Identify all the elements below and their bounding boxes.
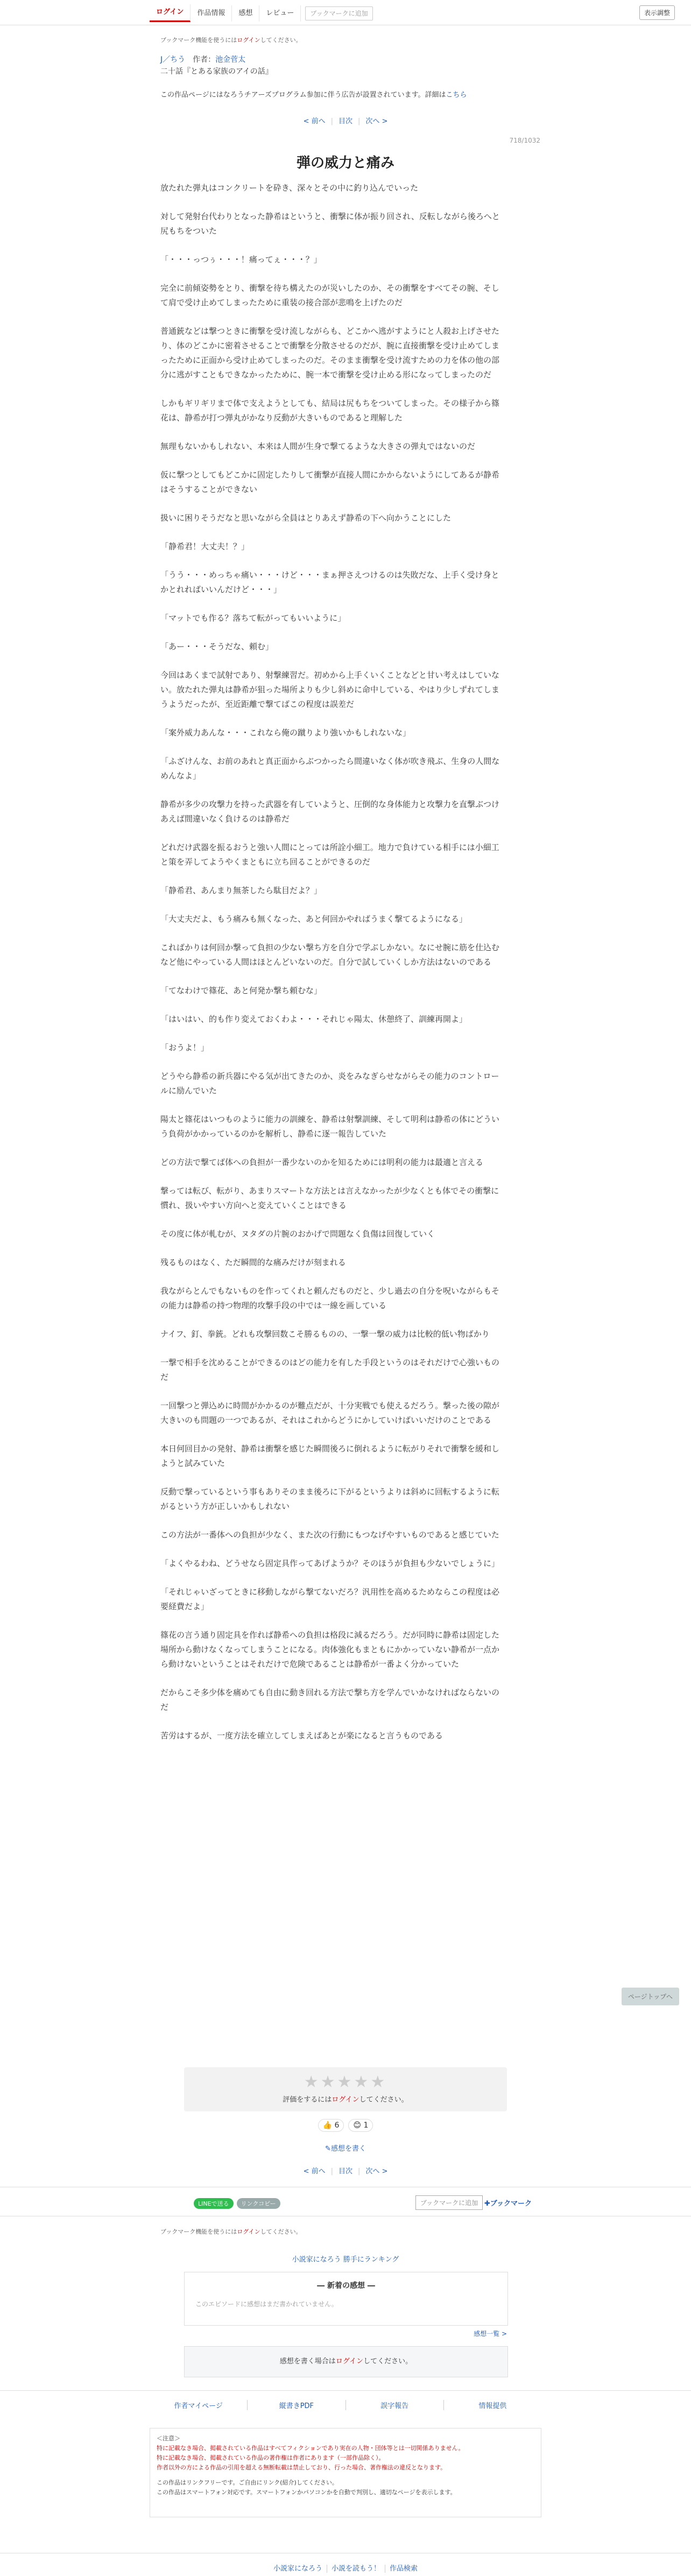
body-paragraph: 「静希君！大丈夫！？」	[160, 542, 250, 551]
episode-title: 弾の威力と痛み	[296, 155, 394, 171]
typo-report-link[interactable]: 誤字報告	[346, 2400, 444, 2410]
bookmark-add-bottom-button[interactable]: ブックマークに追加	[415, 2195, 483, 2210]
login-prompt-text: 感想を書く場合は	[279, 2357, 336, 2366]
body-paragraph: 「マットでも作る？落ちて転がってもいいように」	[160, 613, 346, 623]
body-paragraph: 「おうよ！」	[160, 1043, 209, 1052]
impression-login-link[interactable]: ログイン	[335, 2357, 364, 2366]
impression-list-link[interactable]: 感想一覧 >	[474, 2330, 507, 2338]
rating-text-after: してください。	[359, 2096, 408, 2104]
divider	[0, 2390, 691, 2391]
author-mypage-link[interactable]: 作者マイページ	[150, 2400, 248, 2410]
ranking-link[interactable]: 小説家になろう 勝手にランキング	[292, 2256, 399, 2264]
footer-links	[150, 2400, 541, 2410]
body-paragraph: 我ながらとんでもないものを作ってくれと頼んだものだと、少し過去の自分を呪いながらもその能力は静希の持つ物理的攻撃手段の中では一線を画している	[160, 1286, 500, 1310]
body-paragraph: 残るものはなく、ただ瞬間的な痛みだけが刻まれる	[160, 1258, 346, 1267]
body-paragraph: 放たれた弾丸はコンクリートを砕き、深々とその中に釣り込んでいった	[160, 183, 419, 193]
top-nav	[150, 4, 373, 22]
body-paragraph: 「よくやるわね、どうせなら固定具作ってあげようか？そのほうが負担も少ないでしょうに」	[160, 1559, 500, 1568]
bottom-nav	[0, 2563, 691, 2573]
body-paragraph: 「はいはい、的も作り変えておくわよ・・・それじゃ陽太、休憩終了、訓練再開よ」	[160, 1014, 468, 1024]
star-icon[interactable]: ★	[304, 2073, 321, 2091]
caution-line: この作品はリンクフリーです。ご自由にリンク(紹介)してください。	[157, 2479, 338, 2486]
narou-link[interactable]: 小説家になろう	[269, 2565, 327, 2573]
body-paragraph: 扱いに困りそうだなと思いながら全員はとりあえず静希の下へ向かうことにした	[160, 513, 452, 523]
impressions-tab[interactable]: 感想	[232, 5, 259, 22]
body-paragraph: 「静希君、あんまり無茶したら駄目だよ？」	[160, 886, 322, 895]
body-paragraph: どれだけ武器を振るおうと強い人間にとっては所詮小細工。地力で負けている相手には小細工と策を弄してようやくまともに立ち回ることができるのだ	[160, 843, 499, 867]
top-bar	[0, 0, 691, 25]
body-paragraph: 無理もないかもしれない、本来は人間が生身で撃てるような大きさの弾丸ではないのだ	[160, 441, 476, 451]
rating-login-link[interactable]: ログイン	[332, 2096, 359, 2104]
star-icon[interactable]: ★	[320, 2073, 337, 2091]
star-icon[interactable]: ★	[370, 2073, 387, 2091]
body-paragraph: 本日何回目かの発射、静希は衝撃を感じた瞬間後ろに倒れるように転がりそれで衝撃を緩和しようと試みていた	[160, 1444, 500, 1468]
caution-box	[150, 2428, 541, 2517]
new-impressions-empty: このエピソードに感想はまだ書かれていません。	[195, 2300, 338, 2308]
body-paragraph: 仮に撃つとしてもどこかに固定したりして衝撃が直接人間にかからないようにしてあるが静希はそうすることができない	[160, 470, 500, 494]
body-paragraph: 篠花の言う通り固定具を作れば静希への負担は格段に減るだろう。だが同時に静希は固定した場所から動けなくなってしまうことになる。肉体強化もまともにかかっていない静希が一点から動けないということはそれだけで危険であることは静希が一番よく分かっていた	[160, 1630, 500, 1669]
yomou-link[interactable]: 小説を読もう！	[327, 2565, 385, 2573]
star-icon[interactable]: ★	[337, 2073, 354, 2091]
new-impressions-box	[184, 2272, 508, 2326]
body-paragraph: 「てなわけで篠花、あと何発か撃ち頼むな」	[160, 986, 322, 995]
prev-link[interactable]: < 前へ	[303, 2167, 326, 2175]
author-label: 作者：	[193, 55, 216, 64]
display-settings-button[interactable]: 表示調整	[639, 5, 675, 20]
work-info-tab[interactable]: 作品情報	[191, 5, 232, 22]
like-reaction[interactable]: 👍 6	[318, 2119, 344, 2132]
caution-line: この作品はスマートフォン対応です。スマートフォンかパソコンかを自動で判別し、適切なページを表示します。	[157, 2489, 456, 2496]
ad-notice	[160, 89, 467, 99]
vertical-pdf-link[interactable]: 縦書きPDF	[248, 2400, 346, 2410]
rating-box	[184, 2067, 507, 2111]
notice-text-after: してください。	[260, 37, 302, 44]
body-paragraph: 「大丈夫だよ、もう痛みも無くなった、あと何回かやればうまく撃てるようになる」	[160, 914, 468, 924]
info-provide-link[interactable]: 情報提供	[478, 2402, 507, 2410]
caution-heading: ＜注意＞	[157, 2435, 180, 2442]
body-paragraph: 「あー・・・そうだな、頼む」	[160, 642, 274, 651]
impression-login-box	[184, 2346, 508, 2377]
review-tab[interactable]: レビュー	[259, 5, 301, 22]
caution-line: 特に記載なき場合、掲載されている作品の著作権は作者にあります（一部作品除く）。	[157, 2454, 385, 2461]
login-tab[interactable]: ログイン	[150, 4, 191, 22]
ad-details-link[interactable]: こちら	[446, 91, 467, 99]
body-paragraph: その度に体が軋むが、ヌタダの片腕のおかげで問題なく負傷は回復していく	[160, 1229, 435, 1239]
body-paragraph: 撃っては転び、転がり、あまりスマートな方法とは言えなかったが少なくとも体でその衝撃に慣れ、扱いやすい方向へと変えていくことはできる	[160, 1186, 499, 1210]
author-link[interactable]: 池金菅太	[215, 55, 246, 64]
body-paragraph: 今回はあくまで試射であり、射撃練習だ。初めから上手くいくことなどと甘い考えはしていない。放たれた弾丸は静希が狙った場所よりも少し斜めに命中している、やはり少しずれてしまうようだったが、至近距離で撃てばこの程度は誤差だ	[160, 670, 500, 709]
page-top-button[interactable]: ページトップへ	[622, 1988, 679, 2005]
notice-text: ブックマーク機能を使うには	[160, 37, 237, 44]
body-paragraph: この方法が一番体への負担が少なく、また次の行動にもつなげやすいものであると感じていた	[160, 1530, 499, 1540]
body-paragraph: 「ふざけんな、お前のあれと真正面からぶつかったら間違いなく体が吹き飛ぶ、生身の人間なめんなよ」	[160, 756, 500, 781]
body-paragraph: 「うう・・・めっちゃ痛い・・・けど・・・まぁ押さえつけるのは失敗だな、上手く受け身とかとれればいいんだけど・・・」	[160, 570, 499, 594]
line-share-button[interactable]: LINEで送る	[194, 2198, 234, 2209]
bookmark-login-notice-bottom	[160, 2227, 302, 2236]
body-paragraph: こればかりは何回か撃って負担の少ない撃ち方を自分で学ぶしかない。なにせ腕に筋を仕込むなど他にやっている人間はほとんどいないのだ。自分で試していくしか方法はないのである	[160, 943, 500, 967]
chapter-title: 二十話『とある家族のアイの話』	[160, 67, 273, 76]
star-rating[interactable]	[184, 2073, 507, 2091]
body-paragraph: 「案外威力あんな・・・これなら俺の蹴りより強いかもしれないな」	[160, 728, 411, 738]
body-paragraph: 対して発射台代わりとなった静希はというと、衝撃に体が振り回され、反転しながら後ろへと尻もちをついた	[160, 212, 500, 236]
caution-line: 特に記載なき場合、掲載されている作品はすべてフィクションであり実在の人物・団体等とは一切関係ありません。	[157, 2445, 464, 2452]
login-link[interactable]: ログイン	[237, 2228, 260, 2235]
next-link[interactable]: 次へ >	[365, 117, 388, 125]
pager-top: < 前へ | 目次 | 次へ >	[0, 115, 691, 125]
caution-line: 作者以外の方による作品の引用を超える無断転載は禁止しており、行った場合、著作権法の違反となります。	[157, 2464, 447, 2471]
bookmark-login-notice	[160, 36, 302, 44]
body-paragraph: 反動で撃っているという事もありそのまま後ろに下がるというよりは斜めに回転するように転がるという方が正しいかもしれない	[160, 1487, 500, 1511]
toc-link[interactable]: 目次	[338, 2167, 352, 2175]
body-paragraph: 「それじゃいざってときに移動しながら撃てないだろ？汎用性を高めるためならこの程度は必要経費だよ」	[160, 1587, 500, 1611]
body-paragraph: だからこそ多少体を痛めても自由に動き回れる方法で撃ち方を学んでいかなければならないのだ	[160, 1688, 500, 1712]
body-paragraph: 静希が多少の攻撃力を持った武器を有していようと、圧倒的な身体能力と攻撃力を直撃ぶつけあえば間違いなく負けるのは静希だ	[160, 799, 500, 824]
body-paragraph: 陽太と篠花はいつものように能力の訓練を、静希は射撃訓練、そして明利は静希の体にどういう負荷がかかっているのかを解析し、静希に逐一報告していた	[160, 1114, 500, 1139]
copy-link-button[interactable]: リンクコピー	[237, 2198, 280, 2209]
new-impressions-heading: ― 新着の感想 ―	[317, 2282, 375, 2290]
body-paragraph: 一撃で相手を沈めることができるのはどの能力を有した手段というのはそれだけで心強いものだ	[160, 1358, 500, 1382]
login-prompt-text-after: してください。	[363, 2357, 413, 2366]
page-number: 718/1032	[509, 137, 540, 144]
series-title[interactable]: J／ちう	[160, 55, 186, 64]
body-paragraph: どうやら静希の新兵器にやる気が出てきたのか、炎をみなぎらせながらその能力のコントロールに励んでいた	[160, 1071, 499, 1096]
body-paragraph: 一回撃つと弾込めに時間がかかるのが難点だが、十分実戦でも使えるだろう。撃った後の隙が大きいのも問題の一つであるが、それはこれからどうにかしていけばいいだけのことである	[160, 1401, 500, 1425]
body-paragraph: しかもギリギリまで体で支えようとしても、結局は尻もちをついてしまった。その様子から篠花は、静希が打つ弾丸がかなり反動が大きいものであると理解した	[160, 398, 500, 423]
bookmark-button[interactable]: ✚ブックマーク	[484, 2200, 532, 2208]
novel-body	[160, 181, 505, 1757]
rating-text: 評価をするには	[283, 2096, 332, 2104]
star-icon[interactable]: ★	[354, 2073, 371, 2091]
notice-text-after: してください。	[260, 2228, 302, 2235]
login-link[interactable]: ログイン	[237, 37, 260, 44]
share-buttons	[194, 2198, 280, 2209]
next-link[interactable]: 次へ >	[365, 2167, 388, 2175]
smile-reaction[interactable]: 😊 1	[348, 2119, 373, 2132]
body-paragraph: 苦労はするが、一度方法を確立してしまえばあとが楽になると言うものである	[160, 1731, 443, 1740]
search-link[interactable]: 作品検索	[390, 2565, 418, 2573]
body-paragraph: どの方法で撃てば体への負担が一番少ないのかを知るためには明利の能力は最適と言える	[160, 1157, 484, 1167]
prev-link[interactable]: < 前へ	[303, 117, 326, 125]
body-paragraph: 普通銃などは撃つときに衝撃を受け流しながらも、どこかへ逃がすようにと人殺お上げさせたり、体のどこかに密着させることで衝撃を分散させるのだが、腕に直接衝撃を受け止めてしまったために正面から受け止めてしまったのだ。そのまま衝撃を受け流すための力を体の他の部分に逃がすこともできなかったために、腕一本で衝撃を受け止める形になってしまったのだ	[160, 326, 500, 380]
body-paragraph: 完全に前傾姿勢をとり、衝撃を待ち構えたのが災いしたのか、その衝撃をすべてその腕、そして肩で受け止めてしまったために重装の接合部が悲鳴を上げたのだ	[160, 283, 499, 307]
body-paragraph: 「・・・っつぅ・・・！痛ってぇ・・・？」	[160, 255, 322, 264]
pager-bottom: < 前へ | 目次 | 次へ >	[0, 2165, 691, 2175]
write-impression-link[interactable]: ✎感想を書く	[325, 2145, 366, 2153]
body-paragraph: ナイフ、釘、拳銃。どれも攻撃回数こそ勝るものの、一撃一撃の威力は比較的低い物ばかり	[160, 1329, 490, 1339]
notice-text: ブックマーク機能を使うには	[160, 2228, 237, 2235]
bookmark-add-button[interactable]: ブックマークに追加	[305, 6, 372, 20]
reactions	[0, 2119, 691, 2132]
toc-link[interactable]: 目次	[338, 117, 352, 125]
ad-notice-text: この作品ページにはなろうチアーズプログラム参加に伴う広告が設置されています。詳細は	[160, 91, 446, 99]
work-meta	[160, 54, 273, 78]
